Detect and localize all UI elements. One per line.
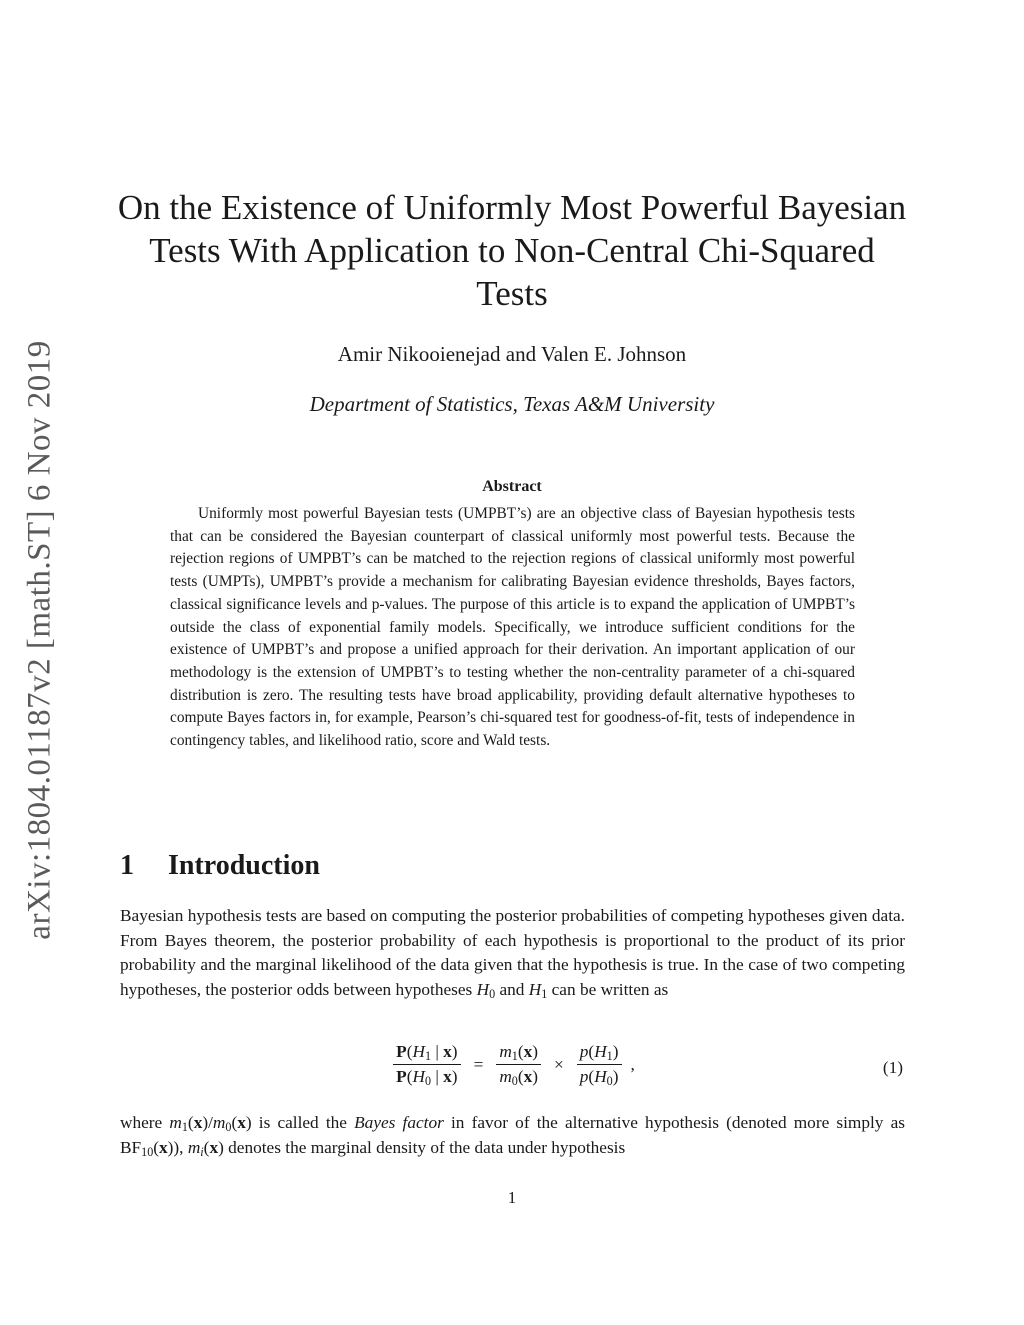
- math-symbol: H: [476, 979, 490, 999]
- intro-paragraph-1: [120, 904, 905, 1002]
- arxiv-identifier: arXiv:1804.01187v2 [math.ST] 6 Nov 2019: [21, 340, 58, 940]
- equation-1: [120, 1042, 905, 1098]
- equals-sign: =: [473, 1054, 484, 1074]
- page-number: 1: [507, 1188, 517, 1207]
- abstract-text: Uniformly most powerful Bayesian tests (UMPBT’s) are an objective class of Bayesian hypothesis tests that can be considered the Bayesian counterpart of classical uniformly most powerful tests. Because the rejection regions of UMPBT’s can be matched to the rejection regions of classical uniformly most powerful tests (UMPTs), UMPBT’s provide a mechanism for calibrating Bayesian evidence thresholds, Bayes factors, classical significance levels and p-values. The purpose of this article is to expand the application of UMPBT’s outside the class of exponential family models. Specifically, we introduce sufficient conditions for the existence of UMPBT’s and propose a unified approach for their derivation. An important application of our methodology is the extension of UMPBT’s to testing whether the non-centrality parameter of a chi-squared distribution is zero. The resulting tests have broad applicability, providing default alternative hypotheses to compute Bayes factors in, for example, Pearson’s chi-squared test for goodness-of-fit, tests of independence in contingency tables, and likelihood ratio, score and Wald tests.: [170, 505, 855, 750]
- equation-body: [120, 1042, 905, 1087]
- times-sign: ×: [554, 1054, 564, 1074]
- intro-paragraph-2: where $m_1(x)/m_0(x)$ is called the Bayes factor in favor of the alternative hypothesis (denoted more simply as $BF_{10}(x)$), $m_i(x)$ denotes the marginal density of the data under hypothesis: [120, 1113, 905, 1159]
- bf-symbol: BF: [120, 1137, 142, 1157]
- title-line-3: Tests: [476, 274, 548, 313]
- denominator: $m_0(x)$: [499, 1067, 539, 1089]
- denominator: $P(H_0$ | x): [396, 1067, 458, 1089]
- paragraph-text: can be written as: [551, 979, 669, 999]
- abstract-heading: Abstract: [482, 478, 542, 495]
- math-subscript: 0: [489, 986, 496, 1001]
- section-number: 1: [120, 850, 134, 881]
- bayes-factor-term: Bayes factor: [354, 1113, 444, 1132]
- section-title: Introduction: [168, 850, 320, 881]
- title-line-2: Tests With Application to Non-Central Chi-Squared: [149, 231, 875, 270]
- title-line-1: On the Existence of Uniformly Most Powerful Bayesian: [117, 188, 907, 227]
- paragraph-text: and: [499, 979, 525, 999]
- numerator: $P(H_1$ | x): [393, 1042, 460, 1065]
- paragraph-text: where: [120, 1113, 163, 1132]
- affiliation: Department of Statistics, Texas A&M University: [309, 392, 715, 416]
- numerator: $m_1(x)$: [496, 1042, 541, 1065]
- paragraph-text: in favor of the alternative hypothesis (denoted more simply as: [450, 1113, 905, 1132]
- equation-number: (1): [882, 1058, 903, 1077]
- posterior-odds-fraction: [393, 1042, 460, 1087]
- math-subscript: 1: [541, 986, 548, 1001]
- author-list: Amir Nikooienejad and Valen E. Johnson: [337, 342, 687, 366]
- paragraph-text: Bayesian hypothesis tests are based on computing the posterior probabilities of competing hypotheses given data. From Bayes theorem, the posterior probability of each hypothesis is proportional to the product of its prior probability and the marginal likelihood of the data given that the hypothesis is true. In the case of two competing hypotheses, the posterior odds between hypotheses: [120, 906, 905, 999]
- section-heading: [120, 850, 320, 882]
- prior-odds-fraction: [577, 1042, 622, 1087]
- paragraph-text: is called the: [258, 1113, 347, 1132]
- denominator: $p(H_0)$: [579, 1067, 619, 1089]
- numerator: $p(H_1)$: [577, 1042, 622, 1065]
- paragraph-text: denotes the marginal density of the data under hypothesis: [228, 1137, 626, 1157]
- equation-comma: ,: [630, 1054, 635, 1074]
- paper-title: [112, 186, 912, 315]
- math-symbol: H: [528, 979, 542, 999]
- bayes-factor-fraction: [496, 1042, 541, 1087]
